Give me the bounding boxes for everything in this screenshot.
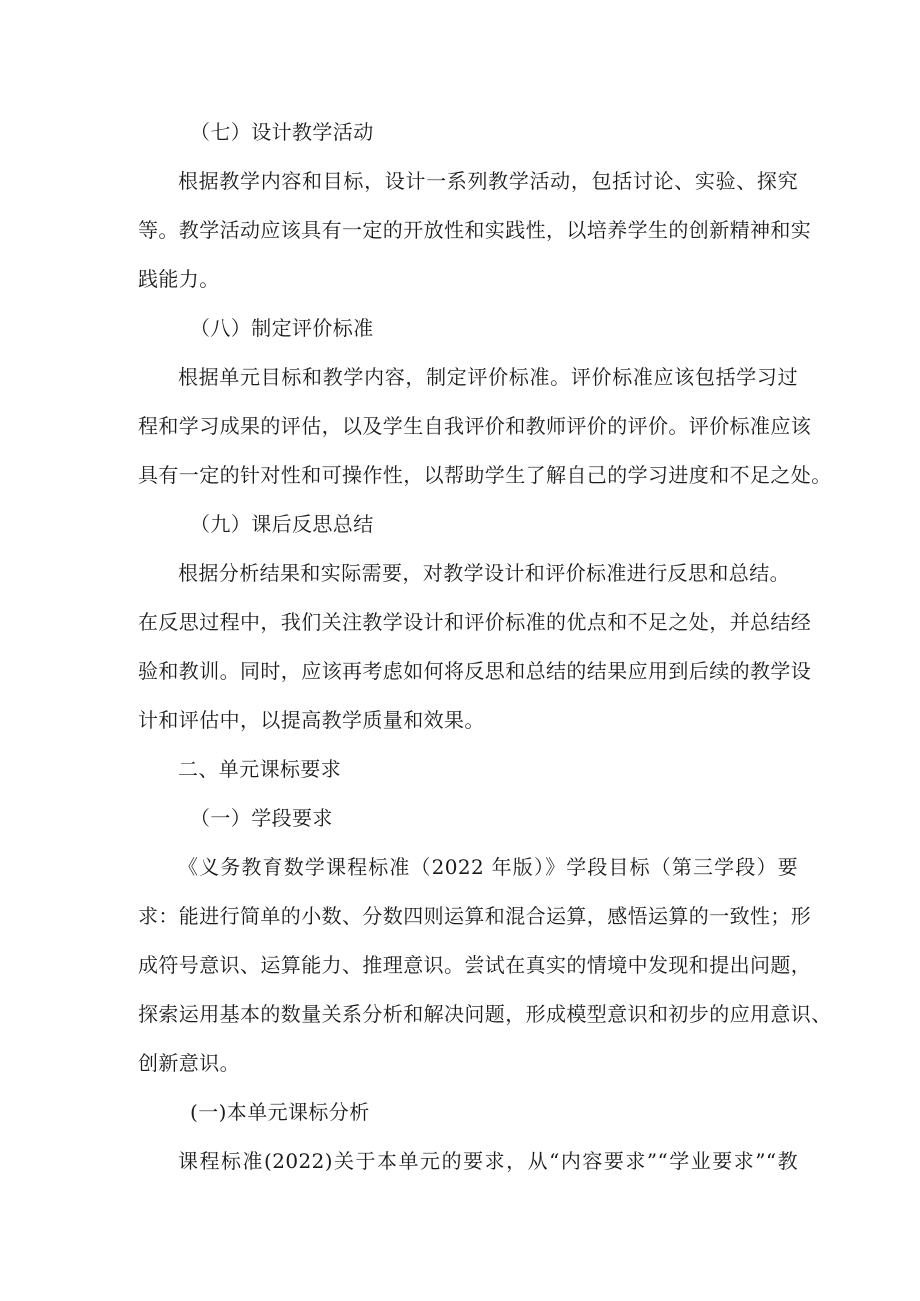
paragraph-line: 验和教训。同时，应该再考虑如何将反思和总结的结果应用到后续的教学设	[138, 659, 812, 683]
paragraph-line: 具有一定的针对性和可操作性，以帮助学生了解自己的学习进度和不足之处。	[138, 463, 832, 487]
paragraph-line: 《义务教育数学课程标准（2022 年版）》学段目标（第三学段）要	[178, 855, 798, 879]
part-2-section-1-heading: （一）学段要求	[190, 806, 333, 830]
paragraph-line: 计和评估中，以提高教学质量和效果。	[138, 708, 485, 732]
paragraph-line: 创新意识。	[138, 1051, 240, 1075]
paragraph-line: 在反思过程中，我们关注教学设计和评价标准的优点和不足之处，并总结经	[138, 610, 812, 634]
paragraph-line: 课程标准(2022)关于本单元的要求，从“内容要求”“学业要求”“教	[178, 1149, 798, 1173]
section-9-heading: （九）课后反思总结	[190, 512, 374, 536]
part-2-section-2-heading: (一)本单元课标分析	[190, 1100, 370, 1124]
paragraph-line: 成符号意识、运算能力、推理意识。尝试在真实的情境中发现和提出问题，	[138, 953, 812, 977]
part-2-heading: 二、单元课标要求	[178, 757, 342, 781]
paragraph-line: 求：能进行简单的小数、分数四则运算和混合运算，感悟运算的一致性；形	[138, 904, 812, 928]
section-8-heading: （八）制定评价标准	[190, 316, 374, 340]
paragraph-line: 根据教学内容和目标，设计一系列教学活动，包括讨论、实验、探究	[178, 169, 798, 193]
paragraph-line: 等。教学活动应该具有一定的开放性和实践性，以培养学生的创新精神和实	[138, 218, 812, 242]
paragraph-line: 探索运用基本的数量关系分析和解决问题，形成模型意识和初步的应用意识、	[138, 1002, 832, 1026]
paragraph-line: 程和学习成果的评估，以及学生自我评价和教师评价的评价。评价标准应该	[138, 414, 812, 438]
paragraph-line: 根据单元目标和教学内容，制定评价标准。评价标准应该包括学习过	[178, 365, 798, 389]
paragraph-line: 践能力。	[138, 267, 220, 291]
section-7-heading: （七）设计教学活动	[190, 120, 374, 144]
paragraph-line: 根据分析结果和实际需要，对教学设计和评价标准进行反思和总结。	[178, 561, 790, 585]
